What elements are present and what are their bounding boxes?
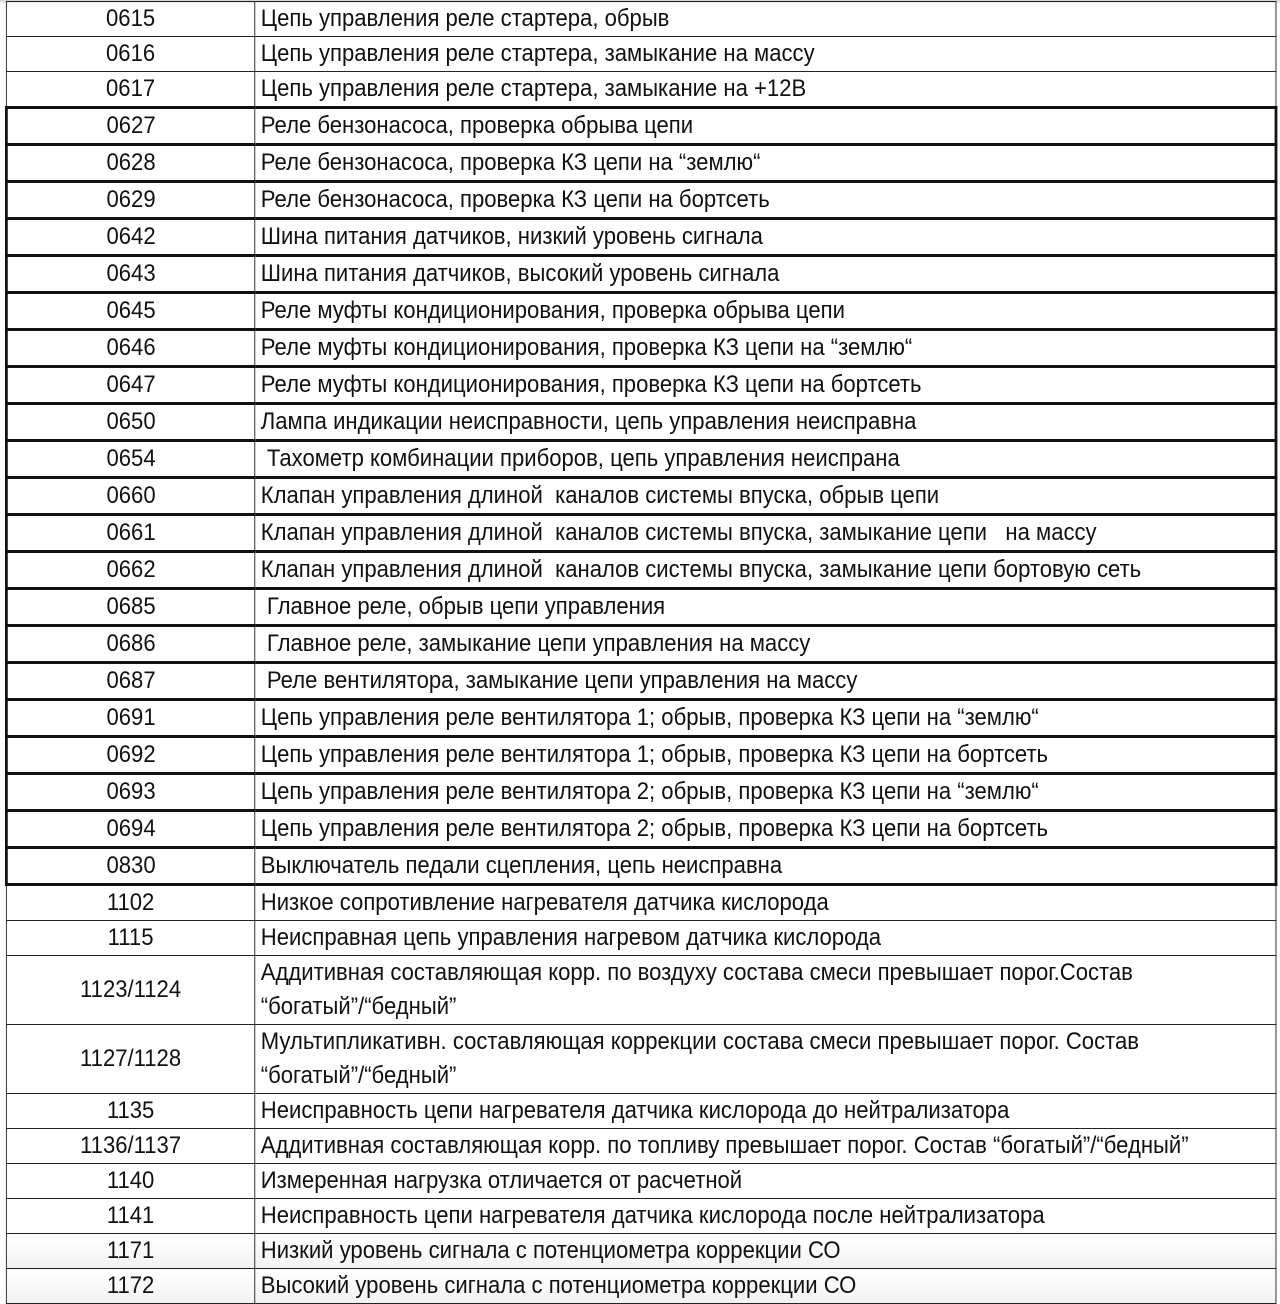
table-row	[6, 956, 1276, 1025]
table-row	[6, 515, 1276, 552]
error-description-cell: Низкий уровень сигнала с потенциометра коррекции СО	[255, 1234, 1276, 1269]
error-code-cell: 0693	[6, 774, 254, 811]
error-description-cell: Неисправность цепи нагревателя датчика кислорода до нейтрализатора	[255, 1094, 1276, 1129]
table-row	[6, 552, 1276, 589]
error-code-cell: 1123/1124	[6, 956, 254, 1025]
error-description-cell: Тахометр комбинации приборов, цепь управления неиспрана	[255, 441, 1276, 478]
table-row	[6, 330, 1276, 367]
error-description-cell: Высокий уровень сигнала с потенциометра коррекции СО	[255, 1269, 1276, 1304]
table-row	[6, 441, 1276, 478]
error-code-cell: 0645	[6, 293, 254, 330]
error-code-cell: 1172	[6, 1269, 254, 1304]
error-code-cell: 0627	[6, 108, 254, 145]
error-description-cell: Реле бензонасоса, проверка КЗ цепи на “землю“	[255, 145, 1276, 182]
error-code-cell: 0654	[6, 441, 254, 478]
error-description-cell: Реле муфты кондиционирования, проверка обрыва цепи	[255, 293, 1276, 330]
error-code-cell: 0685	[6, 589, 254, 626]
error-code-cell: 1135	[6, 1094, 254, 1129]
table-row	[6, 2, 1276, 37]
table-row	[6, 1129, 1276, 1164]
error-description-cell: Мультипликативн. составляющая коррекции состава смеси превышает порог. Состав “богатый”/“бедный”	[255, 1025, 1276, 1094]
error-description-cell: Неисправная цепь управления нагревом датчика кислорода	[255, 921, 1276, 956]
error-code-cell: 0694	[6, 811, 254, 848]
error-codes-table	[5, 1, 1277, 1304]
error-description-cell: Реле муфты кондиционирования, проверка КЗ цепи на “землю“	[255, 330, 1276, 367]
table-row	[6, 663, 1276, 700]
error-description-cell: Низкое сопротивление нагревателя датчика кислорода	[255, 885, 1276, 921]
error-description-cell: Цепь управления реле стартера, замыкание на +12В	[255, 72, 1276, 108]
error-code-cell: 0615	[6, 2, 254, 37]
table-row	[6, 589, 1276, 626]
table-row	[6, 404, 1276, 441]
error-code-cell: 0647	[6, 367, 254, 404]
error-description-cell: Реле бензонасоса, проверка обрыва цепи	[255, 108, 1276, 145]
error-description-cell: Клапан управления длиной каналов системы впуска, замыкание цепи на массу	[255, 515, 1276, 552]
table-row	[6, 1164, 1276, 1199]
error-code-cell: 0660	[6, 478, 254, 515]
error-description-cell: Цепь управления реле стартера, замыкание на массу	[255, 37, 1276, 72]
error-description-cell: Неисправность цепи нагревателя датчика кислорода после нейтрализатора	[255, 1199, 1276, 1234]
error-code-cell: 0617	[6, 72, 254, 108]
error-description-cell: Главное реле, обрыв цепи управления	[255, 589, 1276, 626]
error-code-cell: 1136/1137	[6, 1129, 254, 1164]
error-code-cell: 0692	[6, 737, 254, 774]
error-description-cell: Шина питания датчиков, низкий уровень сигнала	[255, 219, 1276, 256]
error-code-cell: 0691	[6, 700, 254, 737]
error-code-cell: 0628	[6, 145, 254, 182]
error-code-cell: 1102	[6, 885, 254, 921]
table-row	[6, 219, 1276, 256]
error-code-cell: 1141	[6, 1199, 254, 1234]
table-row	[6, 293, 1276, 330]
error-code-cell: 0661	[6, 515, 254, 552]
error-description-cell: Клапан управления длиной каналов системы впуска, обрыв цепи	[255, 478, 1276, 515]
error-code-cell: 1115	[6, 921, 254, 956]
table-row	[6, 1094, 1276, 1129]
error-description-cell: Шина питания датчиков, высокий уровень сигнала	[255, 256, 1276, 293]
error-description-cell: Реле бензонасоса, проверка КЗ цепи на бортсеть	[255, 182, 1276, 219]
error-codes-table-body	[6, 2, 1276, 1304]
table-row	[6, 848, 1276, 885]
error-description-cell: Реле вентилятора, замыкание цепи управления на массу	[255, 663, 1276, 700]
error-description-cell: Цепь управления реле вентилятора 1; обрыв, проверка КЗ цепи на “землю“	[255, 700, 1276, 737]
table-row	[6, 626, 1276, 663]
table-row	[6, 811, 1276, 848]
error-code-cell: 1171	[6, 1234, 254, 1269]
error-description-cell: Аддитивная составляющая корр. по воздуху состава смеси превышает порог.Состав “богатый”/“бедный”	[255, 956, 1276, 1025]
error-code-cell: 0830	[6, 848, 254, 885]
table-row	[6, 478, 1276, 515]
error-description-cell: Цепь управления реле стартера, обрыв	[255, 2, 1276, 37]
table-row	[6, 72, 1276, 108]
error-description-cell: Лампа индикации неисправности, цепь управления неисправна	[255, 404, 1276, 441]
table-row	[6, 1234, 1276, 1269]
error-code-cell: 0687	[6, 663, 254, 700]
error-code-cell: 0662	[6, 552, 254, 589]
error-code-cell: 0643	[6, 256, 254, 293]
error-description-cell: Клапан управления длиной каналов системы впуска, замыкание цепи бортовую сеть	[255, 552, 1276, 589]
table-row	[6, 182, 1276, 219]
error-code-cell: 0616	[6, 37, 254, 72]
table-row	[6, 737, 1276, 774]
error-code-cell: 0686	[6, 626, 254, 663]
error-description-cell: Аддитивная составляющая корр. по топливу превышает порог. Состав “богатый”/“бедный”	[255, 1129, 1276, 1164]
table-row	[6, 774, 1276, 811]
table-row	[6, 1199, 1276, 1234]
error-code-cell: 1127/1128	[6, 1025, 254, 1094]
table-row	[6, 885, 1276, 921]
error-description-cell: Реле муфты кондиционирования, проверка КЗ цепи на бортсеть	[255, 367, 1276, 404]
table-row	[6, 1269, 1276, 1304]
table-row	[6, 145, 1276, 182]
table-row	[6, 108, 1276, 145]
error-code-cell: 0642	[6, 219, 254, 256]
table-row	[6, 921, 1276, 956]
table-row	[6, 367, 1276, 404]
error-description-cell: Измеренная нагрузка отличается от расчетной	[255, 1164, 1276, 1199]
table-row	[6, 256, 1276, 293]
error-description-cell: Цепь управления реле вентилятора 2; обрыв, проверка КЗ цепи на бортсеть	[255, 811, 1276, 848]
table-row	[6, 700, 1276, 737]
error-description-cell: Выключатель педали сцепления, цепь неисправна	[255, 848, 1276, 885]
error-code-cell: 0646	[6, 330, 254, 367]
error-code-cell: 1140	[6, 1164, 254, 1199]
error-description-cell: Цепь управления реле вентилятора 1; обрыв, проверка КЗ цепи на бортсеть	[255, 737, 1276, 774]
table-row	[6, 1025, 1276, 1094]
table-row	[6, 37, 1276, 72]
error-description-cell: Главное реле, замыкание цепи управления на массу	[255, 626, 1276, 663]
error-code-cell: 0650	[6, 404, 254, 441]
error-description-cell: Цепь управления реле вентилятора 2; обрыв, проверка КЗ цепи на “землю“	[255, 774, 1276, 811]
error-code-cell: 0629	[6, 182, 254, 219]
